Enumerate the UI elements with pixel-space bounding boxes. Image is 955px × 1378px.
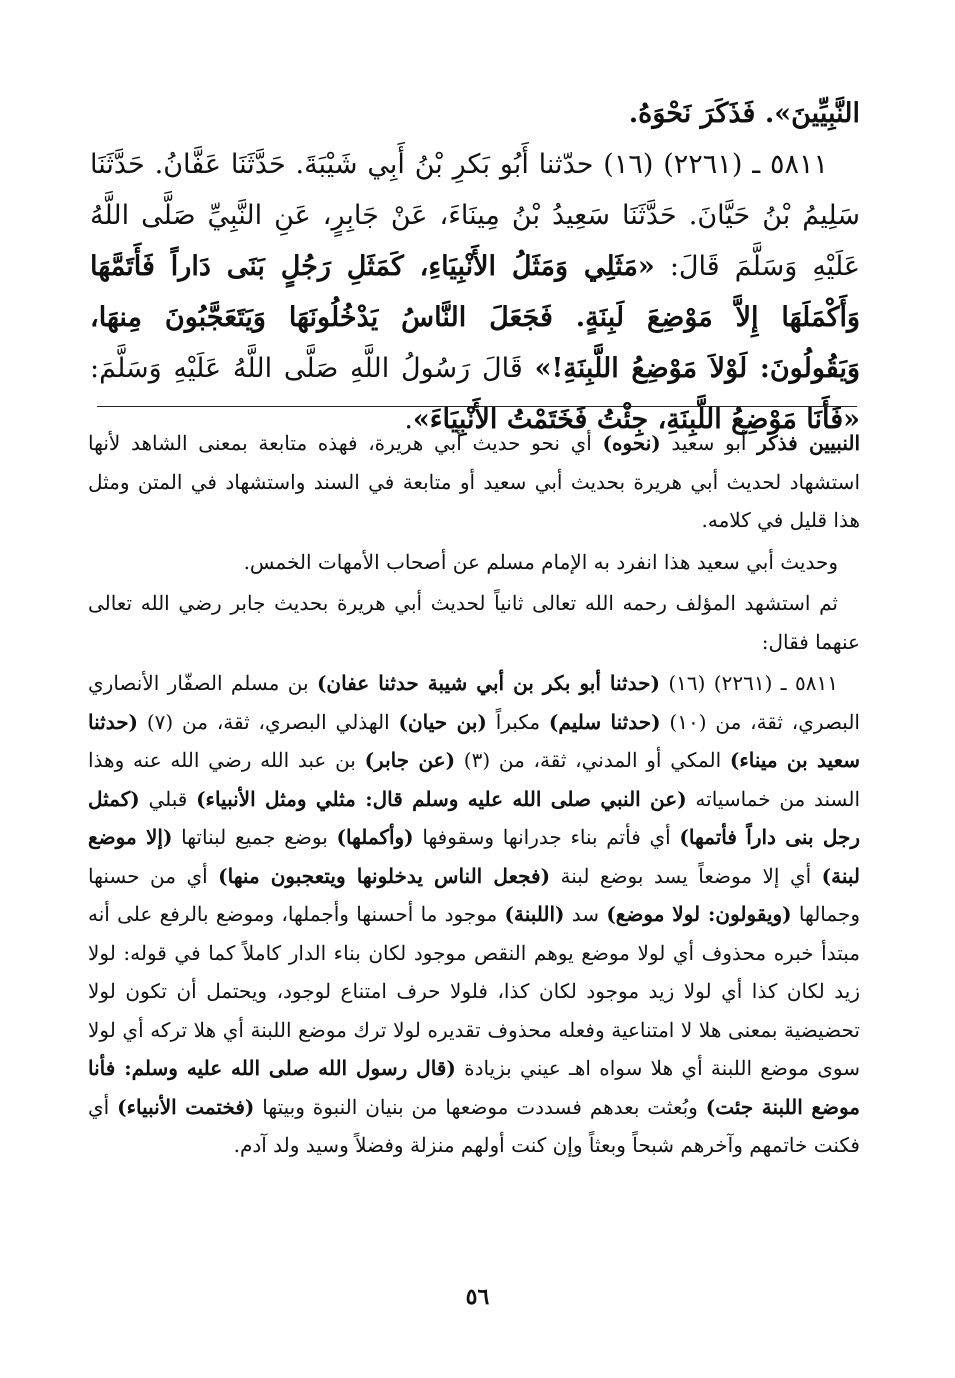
commentary-paragraph-4: ٥٨١١ ـ (٢٢٦١) (١٦) (حدثنا أبو بكر بن أبي شيبة حدثنا عفان) بن مسلم الصفّار الأنصاري البصري، ثقة، من (١٠) (حدثنا سليم) مكبراً (بن حيان) الهذلي البصري، ثقة، من (٧) (حدثنا سعيد بن ميناء) المكي أو المدني، ثقة، من (٣) (عن جابر) بن عبد الله رضي الله عنه وهذا السند من خماسياته (عن النبي صلى الله عليه وسلم قال: مثلي ومثل الأنبياء) قبلي (كمثل رجل بنى داراً فأتمها) أي فأتم بناء جدرانها وسقوفها (وأكملها) بوضع جميع لبناتها (إلا موضع لبنة) أي إلا موضعاً يسد بوضع لبنة (فجعل الناس يدخلونها ويتعجبون منها) أي من حسنها وجمالها (ويقولون: لولا موضع) سد (اللبنة) موجود ما أحسنها وأجملها، وموضع بالرفع على أنه مبتدأ خبره محذوف أي لولا موضع يوهم النقص موجود لكان بناء الدار كاملاً كما في قوله: لولا زيد لكان كذا أي لولا زيد موجود لكان كذا، فلولا حرف امتناع لوجود، ويحتمل أن تكون لولا تحضيضية بمعنى هلا لا امتناعية وفعله محذوف تقديره لولا ترك موضع اللبنة أي هلا تركه أي لولا سوى موضع اللبنة أي هلا سواه اهـ عيني بزيادة (قال رسول الله صلى الله عليه وسلم: فأنا موضع اللبنة جئت) وبُعثت بعدهم فسددت موضعها من بنيان النبوة وبيتها (فختمت الأنبياء) أي فكنت خاتمهم وآخرهم شبحاً وبعثاً وإن كنت أولهم منزلة وفضلاً وسيد ولد آدم. [88,671,861,1157]
hadith-line-1: النَّبِيِّينَ». فَذَكَرَ نَحْوَهُ. [628,98,860,129]
hadith-matn-end: «فَأَنَا مَوْضِعُ اللَّبِنَةِ، جِئْتُ فَخَتَمْتُ الأَنْبِيَاءَ» [412,404,860,435]
commentary-paragraph-2: وحديث أبي سعيد هذا انفرد به الإمام مسلم عن أصحاب الأمهات الخمس. [243,549,838,574]
commentary-block [88,424,860,1165]
footnote-separator [97,406,857,407]
commentary-paragraph-3: ثم استشهد المؤلف رحمه الله تعالى ثانياً لحديث أبي هريرة بحديث جابر رضي الله تعالى عنهما فقال: [88,591,860,654]
page-number: ٥٦ [465,1284,490,1310]
hadith-text-block [90,88,860,445]
hadith-5811: ٥٨١١ ـ (٢٢٦١) (١٦) حدّثنا أَبُو بَكرِ بْنُ أَبِي شَيْبَةَ. حَدَّثَنَا عَفَّانُ. حَدَّثَنَا سَلِيمُ بْنُ حَيَّانَ. حَدَّثَنَا سَعِيدُ بْنُ مِينَاءَ، عَنْ جَابِرٍ، عَنِ النَّبِيِّ صَلَّى اللَّهُ عَلَيْهِ وَسَلَّمَ قَالَ: «مَثَلِي وَمَثَلُ الأَنْبِيَاءِ، كَمَثَلِ رَجُلٍ بَنَى دَاراً فَأَتَمَّهَا وَأَكْمَلَهَا إِلاَّ مَوْضِعَ لَبِنَةٍ. فَجَعَلَ النَّاسُ يَدْخُلُونَهَا وَيَتَعَجَّبُونَ مِنهَا، وَيَقُولُونَ: لَوْلاَ مَوْضِعُ اللَّبِنَةِ!» قَالَ رَسُولُ اللَّهِ صَلَّى اللَّهُ عَلَيْهِ وَسَلَّمَ: «فَأَنَا مَوْضِعُ اللَّبِنَةِ، جِئْتُ فَخَتَمْتُ الأَنْبِيَاءَ». [90,149,861,435]
commentary-paragraph-1: النبيين فذكر أبو سعيد (نحوه) أي نحو حديث أبي هريرة، فهذه متابعة بمعنى الشاهد لأنها استشهاد لحديث أبي هريرة بحديث أبي سعيد أو متابعة في السند واستشهاد في المتن ومثل هذا قليل في كلامه. [88,431,861,532]
hadith-matn: «مَثَلِي وَمَثَلُ الأَنْبِيَاءِ، كَمَثَلِ رَجُلٍ بَنَى دَاراً فَأَتَمَّهَا وَأَكْمَلَهَا إِلاَّ مَوْضِعَ لَبِنَةٍ. فَجَعَلَ النَّاسُ يَدْخُلُونَهَا وَيَتَعَجَّبُونَ مِنهَا، وَيَقُولُونَ: لَوْلاَ مَوْضِعُ اللَّبِنَةِ!» [90,251,861,384]
